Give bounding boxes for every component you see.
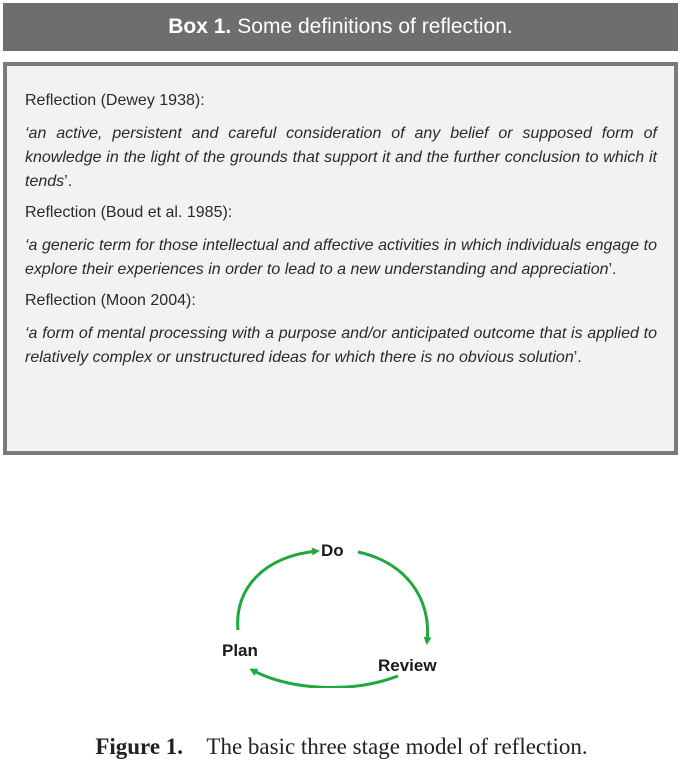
definition-source-moon: Reflection (Moon 2004): bbox=[25, 292, 196, 309]
quote-closing: ’. bbox=[608, 261, 617, 278]
definition-source-boud: Reflection (Boud et al. 1985): bbox=[25, 204, 233, 221]
arrow-plan-to-do bbox=[238, 551, 317, 630]
stage-review-label: Review bbox=[378, 656, 437, 675]
definition-source-dewey: Reflection (Dewey 1938): bbox=[25, 92, 205, 109]
cycle-svg bbox=[210, 528, 470, 688]
reflection-cycle-diagram bbox=[210, 528, 470, 688]
arrow-do-to-review bbox=[358, 552, 428, 642]
definition-quote-dewey bbox=[25, 122, 657, 194]
figure-label: Figure 1. bbox=[95, 734, 184, 759]
box-label: Box 1. bbox=[168, 15, 232, 38]
quote-text: ‘a form of mental processing with a purpose and/or anticipated outcome that is applied to relatively complex or unstructured ideas for which there is no obvious solution bbox=[25, 325, 657, 366]
quote-text: ‘a generic term for those intellectual and affective activities in which individuals engage to explore their experiences in order to lead to a new understanding and appreciation bbox=[25, 237, 657, 278]
arrow-review-to-plan bbox=[252, 670, 398, 687]
definition-quote-moon bbox=[25, 322, 657, 370]
box-body bbox=[3, 62, 678, 455]
quote-closing: ’. bbox=[573, 349, 582, 366]
figure-caption bbox=[0, 734, 683, 760]
quote-closing: ’. bbox=[64, 173, 73, 190]
stage-do-label: Do bbox=[321, 541, 344, 560]
stage-plan-label: Plan bbox=[222, 641, 258, 660]
box-title: Some definitions of reflection. bbox=[237, 15, 513, 38]
figure-caption-text: The basic three stage model of reflection. bbox=[206, 734, 588, 759]
definition-quote-boud bbox=[25, 234, 657, 282]
quote-text: ‘an active, persistent and careful consideration of any belief or supposed form of knowledge in the light of the grounds that support it and the further conclusion to which it tends bbox=[25, 125, 657, 190]
box-header bbox=[3, 3, 678, 51]
